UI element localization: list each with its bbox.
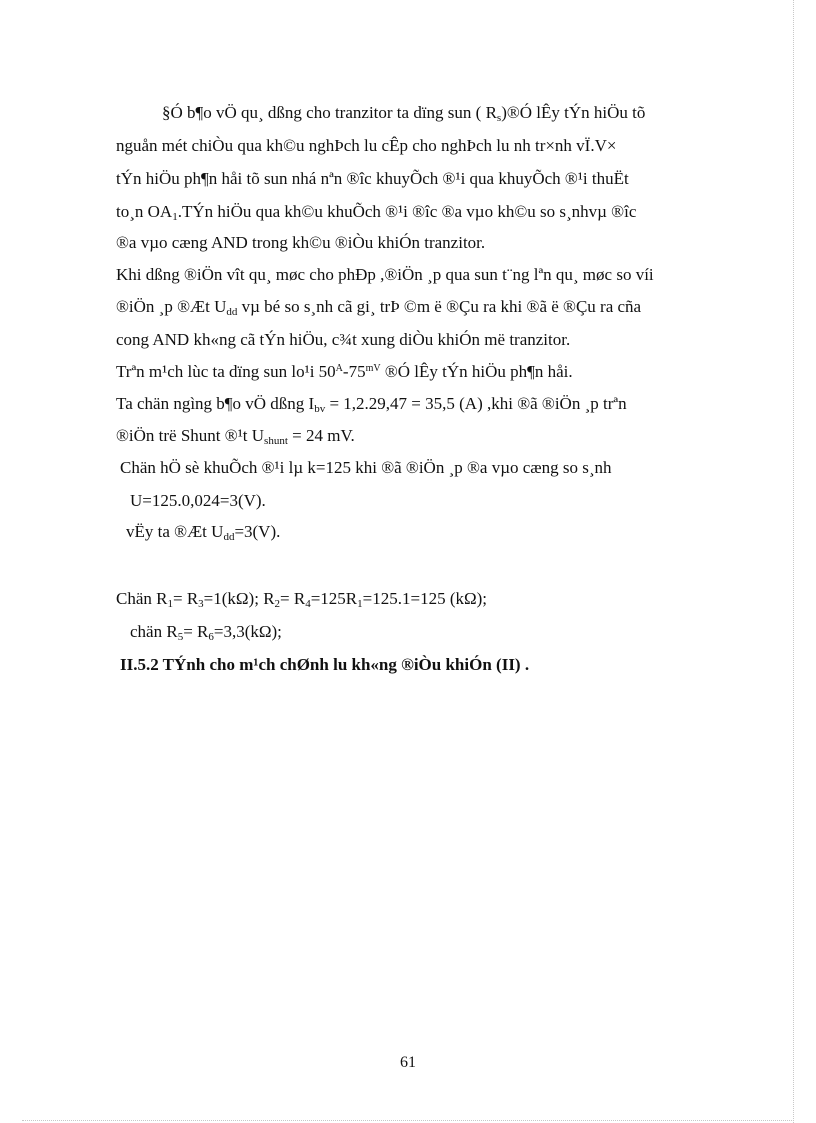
paragraph-line-16: chän $R_5= R_6=3,3(k\Omega)$; bbox=[130, 622, 282, 643]
paragraph-line-4: to¸n $OA_1.TÝn$ hiÖu qua kh©u khuÕch ®¹i ®îc ®a vµo kh©u so s¸nhvµ ®îc bbox=[116, 202, 637, 223]
page-border-right bbox=[793, 0, 794, 1123]
paragraph-line-10: Ta chän ngìng b¶o vÖ dßng $I_{bv} = 1,2.29,47 = 35,5$ (A) ,khi ®ã ®iÖn ¸p trªn bbox=[116, 394, 627, 415]
paragraph-line-14: vËy ta ®Æt $U_{dd}=3(V)$. bbox=[126, 522, 281, 543]
page-border-bottom bbox=[22, 1120, 794, 1121]
paragraph-line-13: U=125.0,024=3(V). bbox=[130, 491, 266, 510]
paragraph-line-6: Khi dßng ®iÖn vît qu¸ møc cho phÐp ,®iÖn ¸p qua sun t¨ng lªn qu¸ møc so víi bbox=[116, 265, 654, 284]
section-heading: II.5.2 TÝnh cho m¹ch chØnh lu kh«ng ®iÒu khiÓn (II) . bbox=[120, 655, 530, 674]
paragraph-line-8: cong AND kh«ng cã tÝn hiÖu, c¾t xung diÒu khiÓn më tranzitor. bbox=[116, 330, 571, 349]
paragraph-line-3: tÝn hiÖu ph¶n håi tõ sun nhá nªn ®îc khuyÕch ®¹i qua khuyÕch ®¹i thuËt bbox=[116, 169, 629, 188]
paragraph-line-15: Chän $R_1= R_3=1(k\Omega)$; $R_2= R_4=125R_1=125.1=125$ (kΩ); bbox=[116, 589, 488, 610]
paragraph-line-1: §Ó b¶o vÖ qu¸ dßng cho tranzitor ta dïng sun ( $R_s)®Ó$ lÊy tÝn hiÖu tõ bbox=[162, 103, 646, 124]
page-number: 61 bbox=[400, 1054, 416, 1071]
paragraph-line-9: Trªn m¹ch lùc ta dïng sun lo¹i $50^A-75^{mV}$ ®Ó lÊy tÝn hiÖu ph¶n håi. bbox=[116, 362, 573, 381]
paragraph-line-7: ®iÖn ¸p ®Æt $U_{dd}$ vµ bé so s¸nh cã gi¸ trÞ ©m ë ®Çu ra khi ®ã ë ®Çu ra cña bbox=[116, 297, 642, 318]
paragraph-line-2: nguån mét chiÒu qua kh©u nghÞch lu cÊp cho nghÞch lu nh tr×nh vÏ.V× bbox=[116, 136, 617, 155]
paragraph-line-5: ®a vµo cæng AND trong kh©u ®iÒu khiÓn tranzitor. bbox=[116, 233, 486, 252]
paragraph-line-12: Chän hÖ sè khuÕch ®¹i lµ k=125 khi ®ã ®iÖn ¸p ®a vµo cæng so s¸nh bbox=[120, 458, 612, 477]
paragraph-line-11: ®iÖn trë Shunt ®¹t $U_{shunt} = 24$ mV. bbox=[116, 426, 355, 447]
